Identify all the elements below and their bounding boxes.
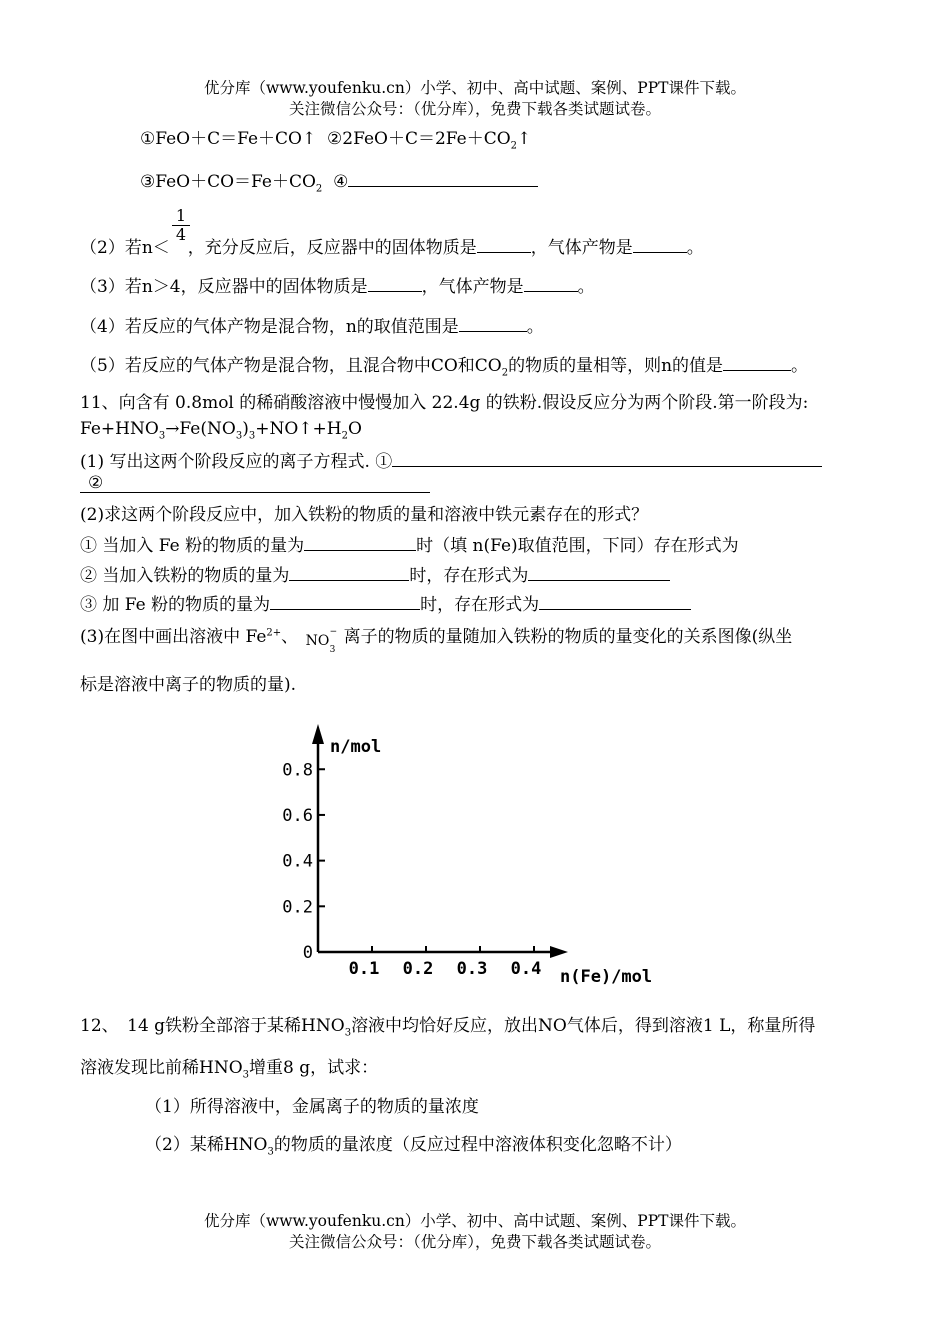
q11-part-3-line-2: 标是溶液中离子的物质的量). — [80, 675, 297, 695]
q11-part-1: (1) 写出这两个阶段反应的离子方程式. ① — [80, 448, 822, 473]
y-tick-label: 0.4 — [282, 851, 313, 872]
origin-label: 0 — [302, 943, 313, 963]
blank-gas-product[interactable] — [524, 273, 578, 292]
q11-part-2-3: ③ 加 Fe 粉的物质的量为 时，存在形式为 — [80, 591, 691, 616]
y-tick-label: 0.2 — [282, 897, 313, 918]
blank-form-3[interactable] — [539, 591, 691, 610]
blank-ion-equation-2[interactable] — [80, 474, 430, 493]
header-line-1: 优分库（www.youfenku.cn）小学、初中、高中试题、案例、PPT课件下载。 — [203, 79, 747, 97]
blank-form-2[interactable] — [528, 562, 670, 581]
equation-row-2: $③FeO+CO=Fe+CO_2$ ④ — [140, 168, 538, 193]
header-line-2: 关注微信公众号：（优分库），免费下载各类试题试卷。 — [288, 100, 661, 118]
blank-fe-amount-2[interactable] — [289, 562, 409, 581]
footer-line-1: 优分库（www.youfenku.cn）小学、初中、高中试题、案例、PPT课件下载。 — [203, 1212, 747, 1230]
q12-line-1: 12、 14 g铁粉全部溶于某稀$HNO_3$溶液中均恰好反应，放出NO气体后，得到溶液1 L，称量所得 — [80, 1016, 816, 1039]
equation-2: ②2FeO＋C＝2Fe＋CO — [327, 129, 511, 149]
x-tick-label: 0.2 — [402, 959, 434, 979]
equation-4-blank[interactable] — [348, 168, 538, 187]
blank-graph[interactable] — [0, 720, 950, 1020]
q10-part-3: （3）若n＞4，反应器中的固体物质是 ，气体产物是 。 — [80, 273, 595, 298]
y-tick-label: 0.6 — [282, 805, 313, 826]
blank-solid-product[interactable] — [477, 234, 531, 253]
q12-subquestion-2: （2）某稀$HNO_3$的物质的量浓度（反应过程中溶液体积变化忽略不计） — [145, 1135, 682, 1158]
blank-n-range[interactable] — [459, 313, 527, 332]
y-tick-label: 0.8 — [282, 760, 313, 781]
blank-gas-product[interactable] — [633, 234, 687, 253]
equation-4-marker: ④ — [333, 172, 349, 192]
y-axis-label: n/mol — [330, 737, 382, 757]
blank-ion-equation-1[interactable] — [392, 448, 822, 467]
equation-row-1: ①FeO＋C＝Fe＋CO↑ $②2FeO+C=2Fe+CO_2↑$ — [140, 129, 532, 152]
q12-subquestion-1: （1）所得溶液中，金属离子的物质的量浓度 — [145, 1097, 479, 1117]
q10-part-4: （4）若反应的气体产物是混合物，n的取值范围是 。 — [80, 313, 544, 338]
blank-solid-product[interactable] — [368, 273, 422, 292]
y-axis-arrow — [312, 724, 324, 744]
q12-line-2: 溶液发现比前稀$HNO_3$增重8 g，试求： — [80, 1058, 379, 1081]
q11-part-1-line-2 — [80, 474, 430, 499]
x-tick-label: 0.4 — [510, 959, 542, 979]
x-axis-label: n(Fe)/mol — [560, 967, 653, 987]
marker-2: ② — [88, 473, 104, 493]
equation-1: ①FeO＋C＝Fe＋CO↑ — [140, 129, 317, 149]
q11-part-2: (2)求这两个阶段反应中，加入铁粉的物质的量和溶液中铁元素存在的形式？ — [80, 505, 649, 525]
q11-equation: $Fe+HNO_3\to Fe(NO_3)_3+NO↑+H_2O$ — [80, 419, 362, 442]
blank-fe-amount-1[interactable] — [304, 532, 416, 551]
x-tick-label: 0.1 — [348, 959, 380, 979]
q11-part-3: (3)在图中画出溶液中 $Fe^{2+}$、 NO 3 − 离子的物质的量随加入铁粉的物质的量变化的关系图像(纵坐 — [80, 620, 792, 648]
q11-part-2-2: ② 当加入铁粉的物质的量为 时，存在形式为 — [80, 562, 670, 587]
equation-3: ③FeO＋CO＝Fe＋CO — [140, 172, 316, 192]
q11-intro: 11、向含有 0.8mol 的稀硝酸溶液中慢慢加入 22.4g 的铁粉.假设反应分为两个阶段.第一阶段为: — [80, 393, 809, 413]
fraction-numerator: 1 — [175, 206, 187, 225]
fraction-denominator: 4 — [172, 225, 190, 244]
q11-part-2-1: ① 当加入 Fe 粉的物质的量为 时（填 n(Fe)取值范围，下同）存在形式为 — [80, 532, 739, 557]
q10-part-5: （5）若反应的气体产物是混合物，且混合物中CO和$CO_2$的物质的量相等，则n的值是 。 — [80, 352, 808, 377]
marker-1: ① — [375, 452, 393, 472]
nitrate-ion: NO 3 − — [305, 627, 338, 655]
q10-part-2: （2）若n＜ ，充分反应后，反应器中的固体物质是 ，气体产物是 。 — [80, 234, 704, 259]
footer-line-2: 关注微信公众号：（优分库），免费下载各类试题试卷。 — [288, 1233, 661, 1251]
blank-fe-amount-3[interactable] — [270, 591, 420, 610]
blank-n-value[interactable] — [723, 352, 791, 371]
x-tick-label: 0.3 — [456, 959, 488, 979]
x-axis-arrow — [550, 946, 568, 958]
